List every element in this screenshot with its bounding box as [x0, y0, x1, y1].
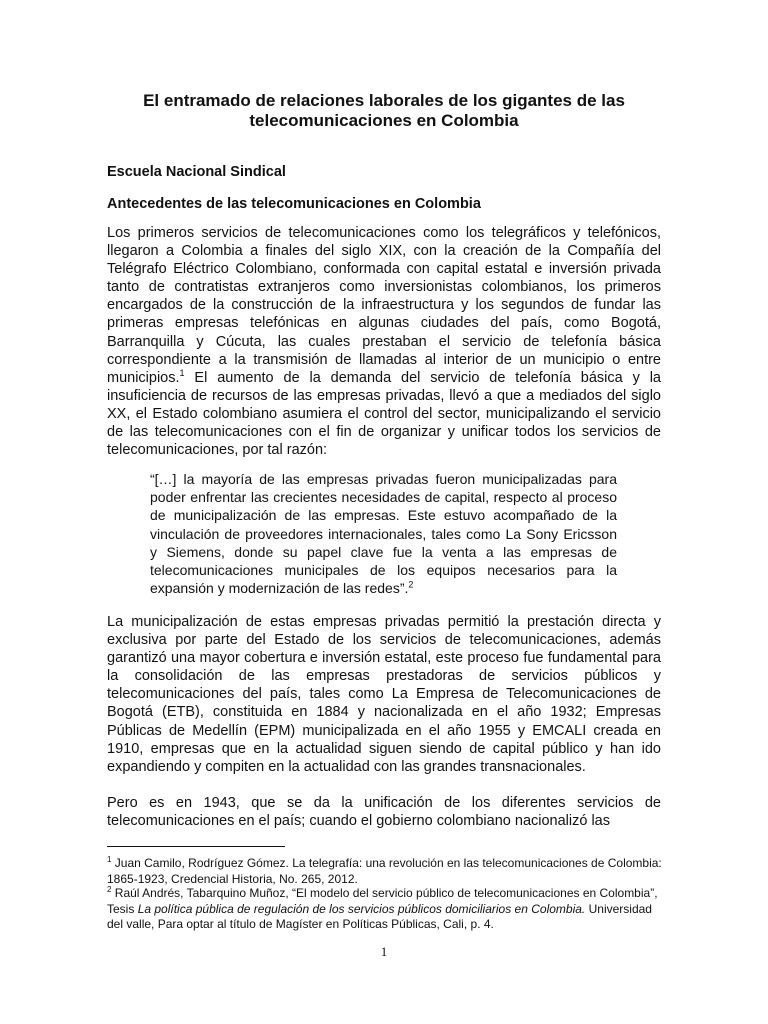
- author-heading: Escuela Nacional Sindical: [107, 164, 286, 180]
- footnote-ref-1: 1: [179, 367, 185, 378]
- footnote-2: [107, 886, 663, 933]
- footnote-2-number: 2: [107, 885, 112, 894]
- paragraph-intro-text-a: Los primeros servicios de telecomunicaciones como los telegráficos y telefónicos, llegaron a Colombia a finales del siglo XIX, con la creación de la Compañía del Telégrafo Eléctrico Colombiano, conformada con capital estatal e inversión privada tanto de contratistas extranjeros como inversionistas colombianos, los primeros encargados de la construcción de la infraestructura y los segundos de fundar las primeras empresas telefónicas en algunas ciudades del país, como Bogotá, Barranquilla y Cúcuta, las cuales prestaban el servicio de telefonía básica correspondiente a la transmisión de llamadas al interior de un municipio o entre municipios.: [107, 225, 661, 386]
- paragraph-intro: [107, 224, 661, 459]
- paragraph-unification: Pero es en 1943, que se da la unificación de los diferentes servicios de telecomunicaciones en el país; cuando el gobierno colombiano nacionalizó las: [107, 795, 661, 830]
- footnote-2-text-a: Raúl Andrés, Tabarquino Muñoz, “El modelo del servicio público de telecomunicaciones en Colombia”, Tesis: [107, 886, 658, 916]
- footnote-1: [107, 856, 663, 887]
- paragraph-municipalization: La municipalización de estas empresas privadas permitió la prestación directa y exclusiva por parte del Estado de los servicios de telecomunicaciones, además garantizó una mayor cobertura e inversión estatal, este proceso fue fundamental para la consolidación de las empresas prestadoras de servicios públicos y telecomunicaciones del país, tales como La Empresa de Telecomunicaciones de Bogotá (ETB), constituida en 1884 y nacionalizada en el año 1932; Empresas Públicas de Medellín (EPM) municipalizada en el año 1955 y EMCALI creada en 1910, empresas que en la actualidad siguen siendo de capital público y han ido expandiendo y compiten en la actualidad con las grandes transnacionales.: [107, 614, 661, 775]
- footnote-1-text: Juan Camilo, Rodríguez Gómez. La telegrafía: una revolución en las telecomunicaciones de Colombia: 1865-1923, Credencial Historia, No. 265, 2012.: [107, 856, 662, 886]
- page-number: 1: [380, 944, 388, 959]
- document-title: El entramado de relaciones laborales de los gigantes de las telecomunicaciones en Colombia: [143, 91, 625, 130]
- footnote-1-number: 1: [107, 855, 112, 864]
- footnote-ref-2: 2: [408, 579, 414, 590]
- paragraph-intro-text-b: El aumento de la demanda del servicio de telefonía básica y la insuficiencia de recursos de las empresas privadas, llevó a que a mediados del siglo XX, el Estado colombiano asumiera el control del sector, municipalizando el servicio de las telecomunicaciones con el fin de organizar y unificar todos los servicios de telecomunicaciones, por tal razón:: [107, 369, 661, 459]
- block-quote-text: “[…] la mayoría de las empresas privadas fueron municipalizadas para poder enfrentar las crecientes necesidades de capital, respecto al proceso de municipalización de las empresas. Este estuvo acompañado de la vinculación de proveedores internacionales, tales como La Sony Ericsson y Siemens, donde su papel clave fue la venta a las empresas de telecomunicaciones municipales de los equipos necesarios para la expansión y modernización de las redes”.: [150, 471, 617, 597]
- footnote-separator: [107, 846, 285, 847]
- block-quote: [150, 470, 617, 597]
- section-heading: Antecedentes de las telecomunicaciones en Colombia: [107, 196, 481, 212]
- footnote-2-text-b: Universidad del valle, Para optar al título de Magíster en Políticas Públicas, Cali, p. 4.: [107, 901, 652, 931]
- footnote-2-italic-title: La política pública de regulación de los servicios públicos domiciliarios en Colombia.: [137, 901, 586, 916]
